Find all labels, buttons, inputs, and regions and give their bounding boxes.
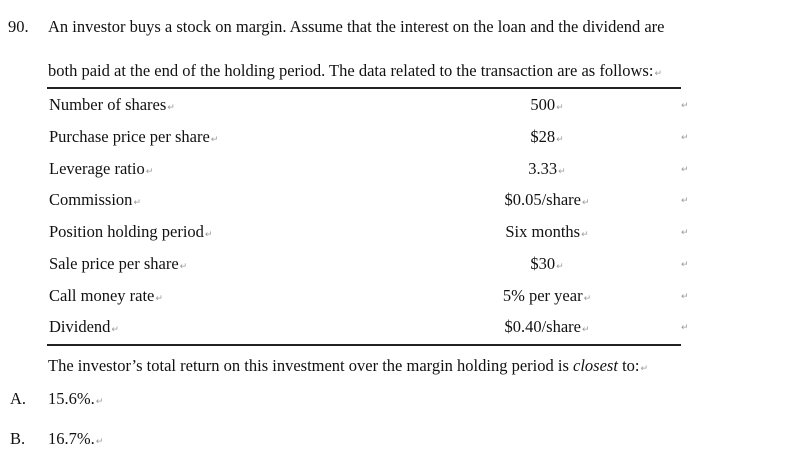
row-end-mark: ↵: [681, 323, 689, 333]
paragraph-mark: ↵: [654, 69, 662, 79]
row-end-mark: ↵: [681, 196, 689, 206]
row-end-mark: ↵: [681, 260, 689, 270]
question-stem-line-2: both paid at the end of the holding period. The data related to the transaction are as follows:↵: [48, 61, 662, 80]
option-text: 16.7%.↵: [48, 429, 104, 448]
row-value: $0.05/share↵: [504, 190, 590, 209]
row-value: 5% per year↵: [502, 286, 592, 305]
table-row: [47, 286, 737, 316]
row-value: 500↵: [530, 95, 564, 114]
row-label: Sale price per share↵: [49, 254, 188, 273]
table-row: [47, 127, 737, 157]
emphasis-word: closest: [573, 356, 618, 375]
question-number: 90.: [8, 17, 29, 36]
row-label: Commission↵: [49, 190, 141, 209]
row-value: $0.40/share↵: [504, 317, 590, 336]
row-value: 3.33↵: [528, 159, 566, 178]
paragraph-mark: ↵: [640, 364, 649, 374]
option-letter: A.: [10, 389, 27, 408]
row-end-mark: ↵: [681, 165, 689, 175]
row-end-mark: ↵: [681, 101, 689, 111]
table-row: [47, 317, 737, 347]
table-row: [47, 222, 737, 252]
row-label: Purchase price per share↵: [49, 127, 219, 146]
row-label: Number of shares↵: [49, 95, 175, 114]
table-row: [47, 159, 737, 189]
row-end-mark: ↵: [681, 292, 689, 302]
row-label: Dividend↵: [49, 317, 119, 336]
table-row: [47, 254, 737, 284]
row-label: Call money rate↵: [49, 286, 163, 305]
option-letter: B.: [10, 429, 26, 448]
question-stem-line-1: An investor buys a stock on margin. Assume that the interest on the loan and the dividend are: [48, 17, 665, 36]
table-row: [47, 190, 737, 220]
row-label: Position holding period↵: [49, 222, 213, 241]
option-text: 15.6%.↵: [48, 389, 104, 408]
table-bottom-rule: [47, 344, 681, 346]
row-value: $30↵: [530, 254, 564, 273]
row-end-mark: ↵: [681, 228, 689, 238]
question-prompt: The investor’s total return on this investment over the margin holding period is closest to:↵: [48, 356, 649, 375]
row-end-mark: ↵: [681, 133, 689, 143]
table-top-rule: [47, 87, 681, 89]
row-value: $28↵: [530, 127, 564, 146]
table-row: [47, 95, 737, 125]
row-label: Leverage ratio↵: [49, 159, 154, 178]
row-value: Six months↵: [505, 222, 589, 241]
